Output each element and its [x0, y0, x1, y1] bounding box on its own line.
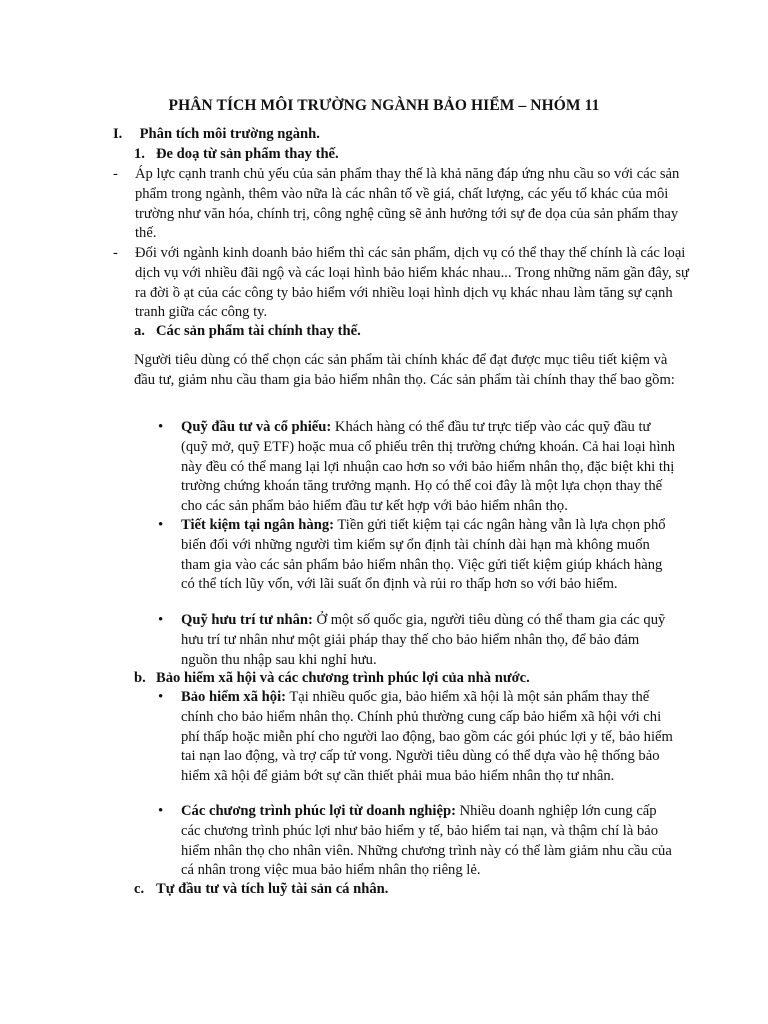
bullet-text	[181, 418, 677, 517]
bullet-text	[181, 516, 677, 595]
section-heading	[113, 125, 320, 145]
part-a-title: Các sản phẩm tài chính thay thế.	[156, 323, 361, 339]
part-c-title: Tự đầu tư và tích luỹ tài sản cá nhân.	[156, 881, 389, 897]
part-c-heading	[134, 880, 388, 900]
bullet-text	[181, 611, 677, 670]
part-a-marker: a.	[134, 323, 145, 339]
bullet-body: Tại nhiều quốc gia, bảo hiểm xã hội là một sản phẩm thay thế chính cho bảo hiểm nhân thọ. Chính phủ thường cung cấp bảo hiểm xã hội với chi phí thấp hoặc miễn phí cho người lao động, bao gồm các gói phúc lợi y tế, bảo hiểm tai nạn lao động, và trợ cấp tử vong. Người tiêu dùng có thể dựa vào hệ thống bảo hiểm xã hội để giảm bớt sự cần thiết phải mua bảo hiểm nhân thọ tư nhân.	[181, 689, 673, 785]
bullet-label: Tiết kiệm tại ngân hàng:	[181, 517, 334, 533]
subsection-heading	[134, 145, 339, 165]
section-title: Phân tích môi trường ngành.	[139, 126, 320, 142]
part-c-marker: c.	[134, 881, 145, 897]
bullet-label: Bảo hiểm xã hội:	[181, 689, 286, 705]
subsection-title: Đe doạ từ sản phẩm thay thế.	[156, 146, 339, 162]
bullet-glyph: •	[158, 689, 164, 705]
part-a-intro: Người tiêu dùng có thể chọn các sản phẩm tài chính khác để đạt được mục tiêu tiết kiệm và đầu tư, giảm nhu cầu tham gia bảo hiểm nhân thọ. Các sản phẩm tài chính thay thế bao gồm:	[134, 352, 675, 388]
part-b-title: Bảo hiểm xã hội và các chương trình phúc lợi của nhà nước.	[156, 670, 530, 686]
dash-item-text: Đối với ngành kinh doanh bảo hiểm thì các sản phẩm, dịch vụ có thể thay thế chính là các loại dịch vụ với nhiều đãi ngộ và các loại hình bảo hiểm khác nhau... Trong những năm gần đây, sự ra đời ồ ạt của các công ty bảo hiểm với nhiều loại hình dịch vụ khác nhau làm tăng sự cạnh tranh giữa các công ty.	[135, 245, 689, 321]
part-a-heading	[134, 322, 361, 342]
bullet-body: Nhiều doanh nghiệp lớn cung cấp các chương trình phúc lợi như bảo hiểm y tế, bảo hiểm tai nạn, và thậm chí là bảo hiểm nhân thọ cho nhân viên. Những chương trình này có thể làm giảm nhu cầu của cá nhân trong việc mua bảo hiểm nhân thọ riêng lẻ.	[181, 803, 672, 879]
document-title: PHÂN TÍCH MÔI TRƯỜNG NGÀNH BẢO HIỂM – NHÓM 11	[168, 97, 600, 114]
bullet-label: Các chương trình phúc lợi từ doanh nghiệp:	[181, 803, 456, 819]
bullet-glyph: •	[158, 517, 164, 533]
bullet-body: Ở một số quốc gia, người tiêu dùng có thể tham gia các quỹ hưu trí tư nhân như một giải pháp thay thế cho bảo hiểm nhân thọ, để bảo đảm nguồn thu nhập sau khi nghỉ hưu.	[181, 612, 666, 668]
bullet-glyph: •	[158, 419, 164, 435]
bullet-glyph: •	[158, 803, 164, 819]
bullet-label: Quỹ hưu trí tư nhân:	[181, 612, 313, 628]
part-b-heading	[134, 669, 530, 689]
bullet-glyph: •	[158, 612, 164, 628]
dash-marker: -	[113, 166, 118, 182]
part-b-marker: b.	[134, 670, 146, 686]
bullet-text	[181, 802, 677, 881]
subsection-marker: 1.	[134, 146, 145, 162]
section-marker: I.	[113, 126, 123, 142]
bullet-label: Quỹ đầu tư và cổ phiếu:	[181, 419, 332, 435]
dash-item-text: Áp lực cạnh tranh chủ yếu của sản phẩm thay thế là khả năng đáp ứng nhu cầu so với các sản phẩm trong ngành, thêm vào nữa là các nhân tố về giá, chất lượng, các yếu tố khác của môi trường như văn hóa, chính trị, công nghệ cũng sẽ ảnh hưởng tới sự đe dọa của sản phẩm thay thế.	[135, 166, 680, 242]
bullet-body: Tiền gửi tiết kiệm tại các ngân hàng vẫn là lựa chọn phổ biến đối với những người tìm kiếm sự ổn định tài chính dài hạn mà không muốn tham gia vào các sản phẩm bảo hiểm nhân thọ. Việc gửi tiết kiệm giúp khách hàng có thể tích lũy vốn, với lãi suất ổn định và rủi ro thấp hơn so với bảo hiểm.	[181, 517, 666, 593]
bullet-text	[181, 688, 677, 787]
dash-marker: -	[113, 245, 118, 261]
bullet-body: Khách hàng có thể đầu tư trực tiếp vào các quỹ đầu tư (quỹ mở, quỹ ETF) hoặc mua cổ phiếu trên thị trường chứng khoán. Cả hai loại hình này đều có thể mang lại lợi nhuận cao hơn so với bảo hiểm nhân thọ, đặc biệt khi thị trường chứng khoán tăng trưởng mạnh. Họ có thể coi đây là một lựa chọn thay thế cho các sản phẩm bảo hiểm đầu tư kết hợp với bảo hiểm nhân thọ.	[181, 419, 676, 515]
